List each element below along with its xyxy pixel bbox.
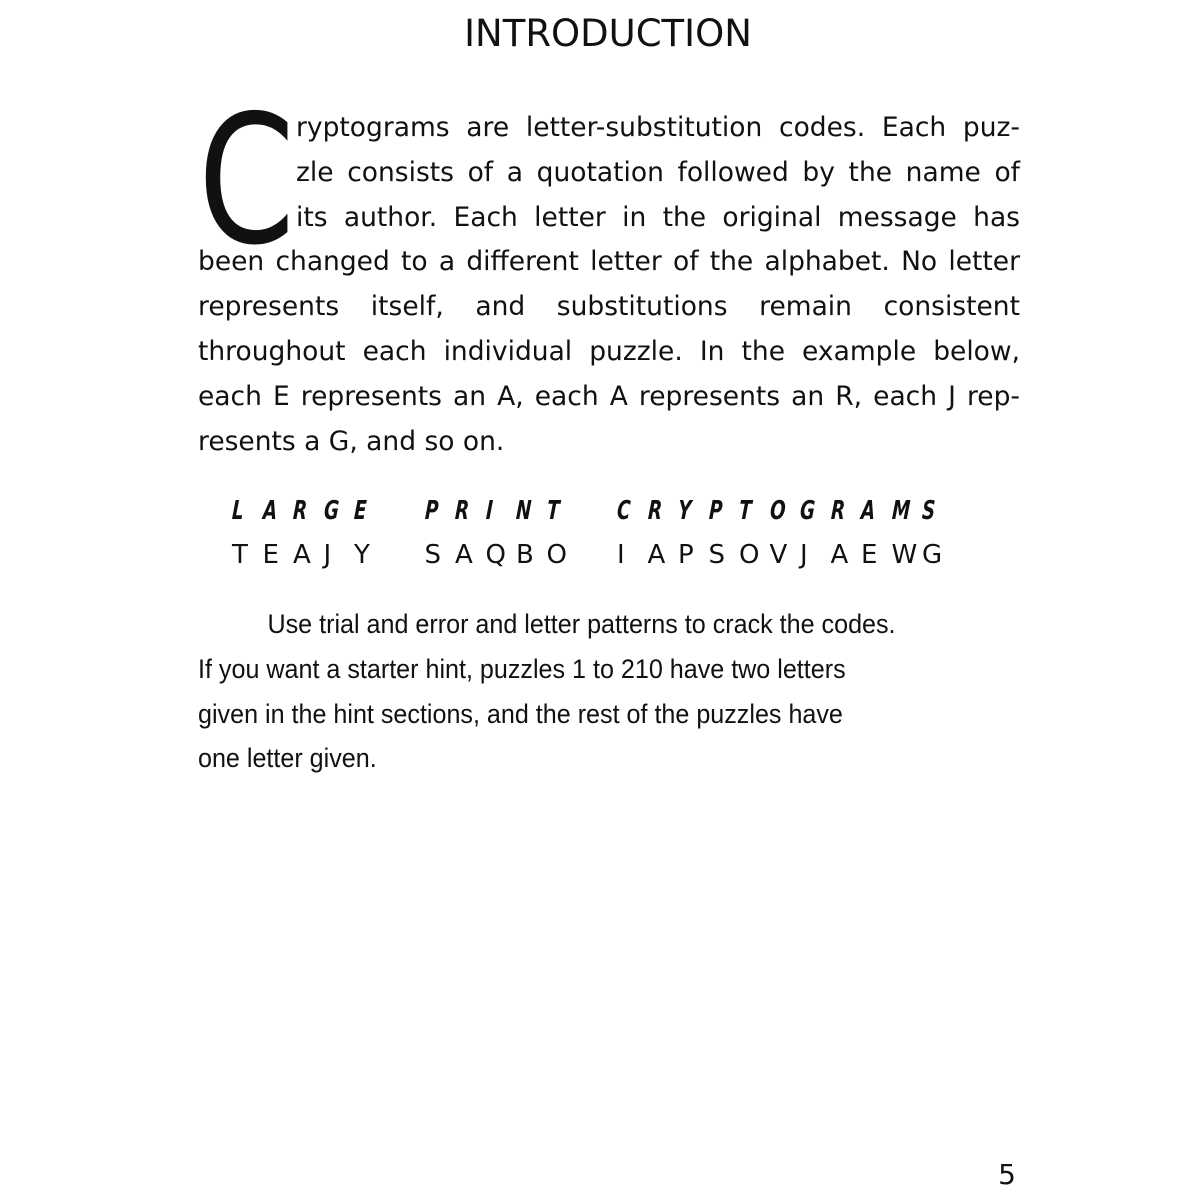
ciphertext-letter: Q	[485, 540, 506, 570]
intro-line: ryptograms are letter-substitution codes. Each puz-	[296, 112, 1020, 143]
ciphertext-word	[232, 540, 385, 570]
intro-line: throughout each individual puzzle. In the example below,	[198, 335, 1020, 367]
plaintext-letter: O	[768, 496, 786, 526]
intro-line: been changed to a different letter of the alphabet. No letter	[198, 246, 1020, 278]
instructions-line	[198, 692, 1020, 737]
ciphertext-letter: V	[769, 540, 788, 570]
ciphertext-letter: I	[617, 540, 625, 570]
plaintext-letter: T	[738, 496, 753, 526]
page-number: 5	[998, 1158, 1016, 1191]
plaintext-letter: N	[515, 496, 533, 526]
intro-line: resents a G, and so on.	[198, 425, 505, 457]
ciphertext-letter: E	[262, 540, 279, 570]
ciphertext-letter: S	[424, 540, 442, 570]
instructions-line-text: one letter given.	[198, 743, 377, 774]
ciphertext-letter: A	[647, 540, 666, 570]
instructions-line-text: Use trial and error and letter patterns to crack the codes.	[267, 609, 896, 639]
plaintext-letter: G	[799, 496, 816, 526]
ciphertext-letter: S	[708, 540, 726, 570]
ciphertext-letter: O	[739, 540, 760, 570]
plaintext-letter: G	[322, 496, 340, 526]
plaintext-letter: T	[545, 496, 560, 526]
ciphertext-letter: A	[455, 540, 473, 570]
ciphertext-letter: J	[800, 540, 808, 570]
plaintext-letter: R	[454, 496, 470, 526]
plaintext-letter: C	[616, 496, 632, 526]
ciphertext-row	[232, 533, 952, 577]
ciphertext-letter: P	[678, 540, 694, 570]
plaintext-letter: I	[484, 496, 494, 526]
plaintext-letter: R	[292, 496, 308, 526]
instructions-line	[198, 602, 1020, 647]
plaintext-letter: R	[829, 496, 846, 526]
plaintext-letter: P	[423, 496, 439, 526]
instructions-line	[198, 647, 1020, 692]
ciphertext-letter: B	[516, 540, 534, 570]
intro-line: zle consists of a quotation followed by the name of	[296, 156, 1020, 188]
ciphertext-letter: J	[323, 540, 332, 570]
plaintext-letter: S	[921, 496, 936, 526]
plaintext-letter: Y	[677, 496, 693, 526]
ciphertext-letter: O	[546, 540, 567, 570]
plaintext-letter: A	[261, 496, 278, 526]
plaintext-letter: A	[860, 496, 876, 526]
intro-line: its author. Each letter in the original message has	[296, 201, 1020, 233]
ciphertext-letter: A	[830, 540, 849, 570]
ciphertext-letter: Y	[354, 540, 370, 570]
plaintext-letter: R	[646, 496, 663, 526]
plaintext-row	[232, 489, 952, 533]
ciphertext-letter: W	[891, 540, 918, 570]
plaintext-word	[617, 496, 953, 526]
plaintext-letter: P	[707, 496, 723, 526]
ciphertext-letter: T	[232, 540, 248, 570]
intro-line: represents itself, and substitutions remain consistent	[198, 291, 1020, 323]
page-title: INTRODUCTION	[464, 12, 752, 55]
ciphertext-word	[617, 540, 953, 570]
ciphertext-letter: A	[293, 540, 311, 570]
instructions-line-text: If you want a starter hint, puzzles 1 to 210 have two letters	[198, 653, 846, 684]
intro-paragraph	[198, 106, 1020, 464]
instructions-line-text: given in the hint sections, and the rest of the puzzles have	[198, 698, 843, 729]
intro-line: each E represents an A, each A represents an R, each J rep-	[198, 380, 1020, 412]
instructions-line	[198, 736, 1020, 781]
instructions-paragraph	[198, 602, 1020, 781]
plaintext-letter: M	[890, 496, 911, 526]
ciphertext-letter: E	[861, 540, 878, 570]
plaintext-word	[232, 496, 385, 526]
plaintext-letter: E	[353, 496, 368, 526]
ciphertext-word	[425, 540, 578, 570]
plaintext-letter: L	[231, 496, 245, 526]
drop-cap: C	[198, 77, 295, 284]
ciphertext-letter: G	[922, 540, 943, 570]
cipher-example	[232, 489, 952, 577]
plaintext-word	[425, 496, 578, 526]
